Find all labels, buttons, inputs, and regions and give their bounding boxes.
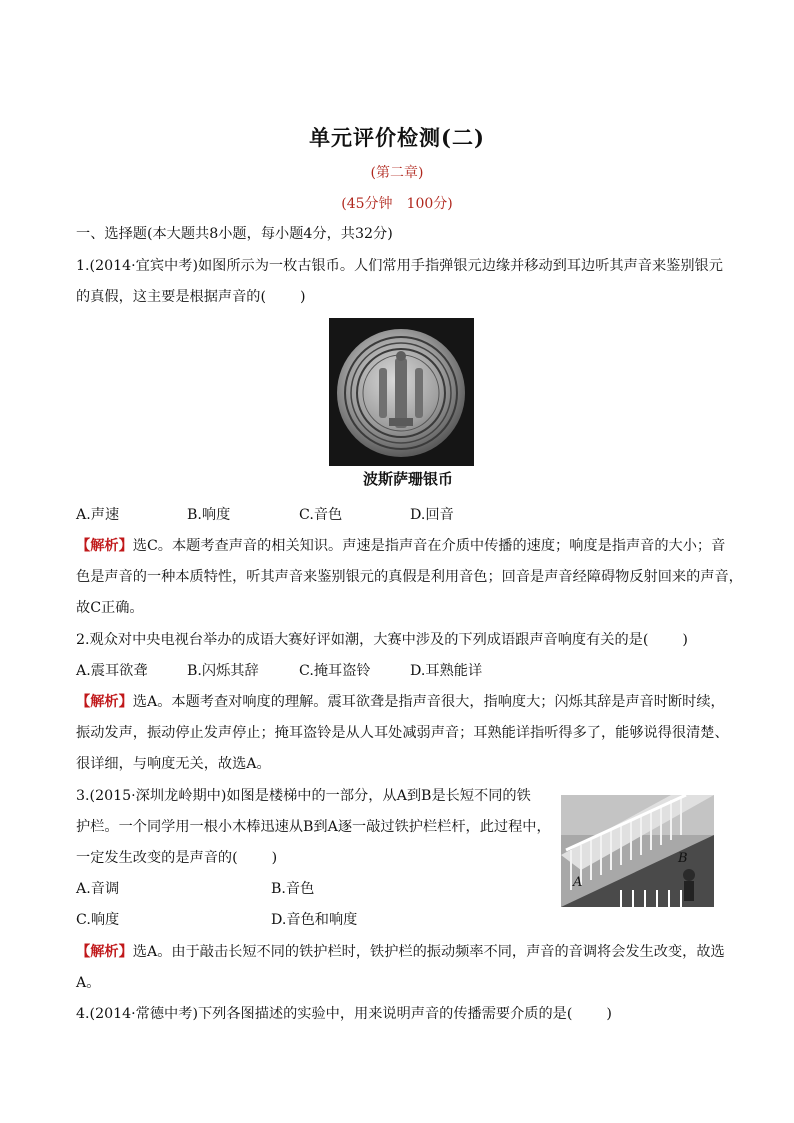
q2-option-d: D.耳熟能详: [410, 663, 483, 679]
q3-option-b: B.音色: [271, 881, 315, 897]
section-heading: 一、选择题(本大题共8小题，每小题4分，共32分): [76, 226, 393, 242]
q3-analysis-tag: 【解析】: [76, 944, 133, 960]
q3-option-d: D.音色和响度: [271, 912, 358, 928]
railing-label-b: B: [678, 851, 688, 866]
q1-analysis-line1: [76, 536, 725, 556]
q3-stem-paren: ): [271, 850, 278, 866]
q1-option-a: A.声速: [76, 507, 120, 523]
q3-analysis-text1: 选A。由于敲击长短不同的铁护栏时，铁护栏的振动频率不同，声音的音调将会发生改变，故选: [132, 944, 725, 960]
q3-stem-text: 一定发生改变的是声音的(: [76, 850, 238, 866]
q1-analysis-line3: 故C正确。: [76, 600, 144, 616]
q2-stem-paren: ): [682, 632, 688, 648]
q2-analysis-line1: [76, 692, 725, 712]
q3-stem-line3: [76, 848, 277, 868]
q2-analysis-line2: 振动发声，振动停止发声停止；掩耳盗铃是从人耳处减弱声音；耳熟能详指听得多了，能够说得很清楚、: [76, 725, 729, 741]
q1-stem-text: 的真假，这主要是根据声音的(: [76, 289, 266, 305]
q2-analysis-tag: 【解析】: [76, 694, 133, 710]
coin-photo: [329, 318, 474, 466]
q2-analysis-line3: 很详细，与响度无关，故选A。: [76, 756, 271, 772]
q2-analysis-text1: 选A。本题考查对响度的理解。震耳欲聋是指声音很大，指响度大；闪烁其辞是声音时断时续，: [132, 694, 725, 710]
q3-option-a: A.音调: [76, 881, 120, 897]
q1-option-d: D.回音: [410, 507, 454, 523]
q1-option-b: B.响度: [187, 507, 231, 523]
q1-stem-line2: [76, 287, 306, 307]
q3-stem-line1: 3.(2015·深圳龙岭期中)如图是楼梯中的一部分，从A到B是长短不同的铁: [76, 788, 531, 804]
q1-stem-paren: ): [299, 289, 306, 305]
q2-stem-line1: [76, 630, 688, 650]
coin-caption: 波斯萨珊银币: [363, 470, 454, 488]
q1-analysis-tag: 【解析】: [76, 538, 133, 554]
chapter-label: (第二章): [370, 165, 424, 181]
q3-analysis-line1: [76, 942, 725, 962]
q1-option-c: C.音色: [299, 507, 343, 523]
q1-analysis-line2: 色是声音的一种本质特性，听其声音来鉴别银元的真假是利用音色；回音是声音经障碍物反射回来的声音，: [76, 569, 743, 585]
q4-stem-paren: ): [606, 1006, 612, 1022]
q1-analysis-text1: 选C。本题考查声音的相关知识。声速是指声音在介质中传播的速度；响度是指声音的大小；音: [132, 538, 726, 554]
q3-analysis-line2: A。: [76, 975, 101, 991]
q1-stem-line1: 1.(2014·宜宾中考)如图所示为一枚古银币。人们常用手指弹银元边缘并移动到耳边听其声音来鉴别银元: [76, 258, 723, 274]
page-title: 单元评价检测(二): [309, 125, 485, 150]
q3-stem-line2: 护栏。一个同学用一根小木棒迅速从B到A逐一敲过铁护栏栏杆，此过程中，: [76, 819, 551, 835]
stair-railing-photo: [561, 795, 714, 907]
q4-stem-line1: [76, 1004, 612, 1024]
time-score-label: (45分钟 100分): [341, 196, 453, 212]
q2-option-a: A.震耳欲聋: [76, 663, 148, 679]
q3-option-c: C.响度: [76, 912, 120, 928]
q2-option-b: B.闪烁其辞: [187, 663, 259, 679]
q2-option-c: C.掩耳盗铃: [299, 663, 371, 679]
q4-stem-text: 4.(2014·常德中考)下列各图描述的实验中，用来说明声音的传播需要介质的是(: [76, 1006, 573, 1022]
railing-label-a: A: [573, 875, 583, 890]
q2-stem-text: 2.观众对中央电视台举办的成语大赛好评如潮，大赛中涉及的下列成语跟声音响度有关的是(: [76, 632, 649, 648]
